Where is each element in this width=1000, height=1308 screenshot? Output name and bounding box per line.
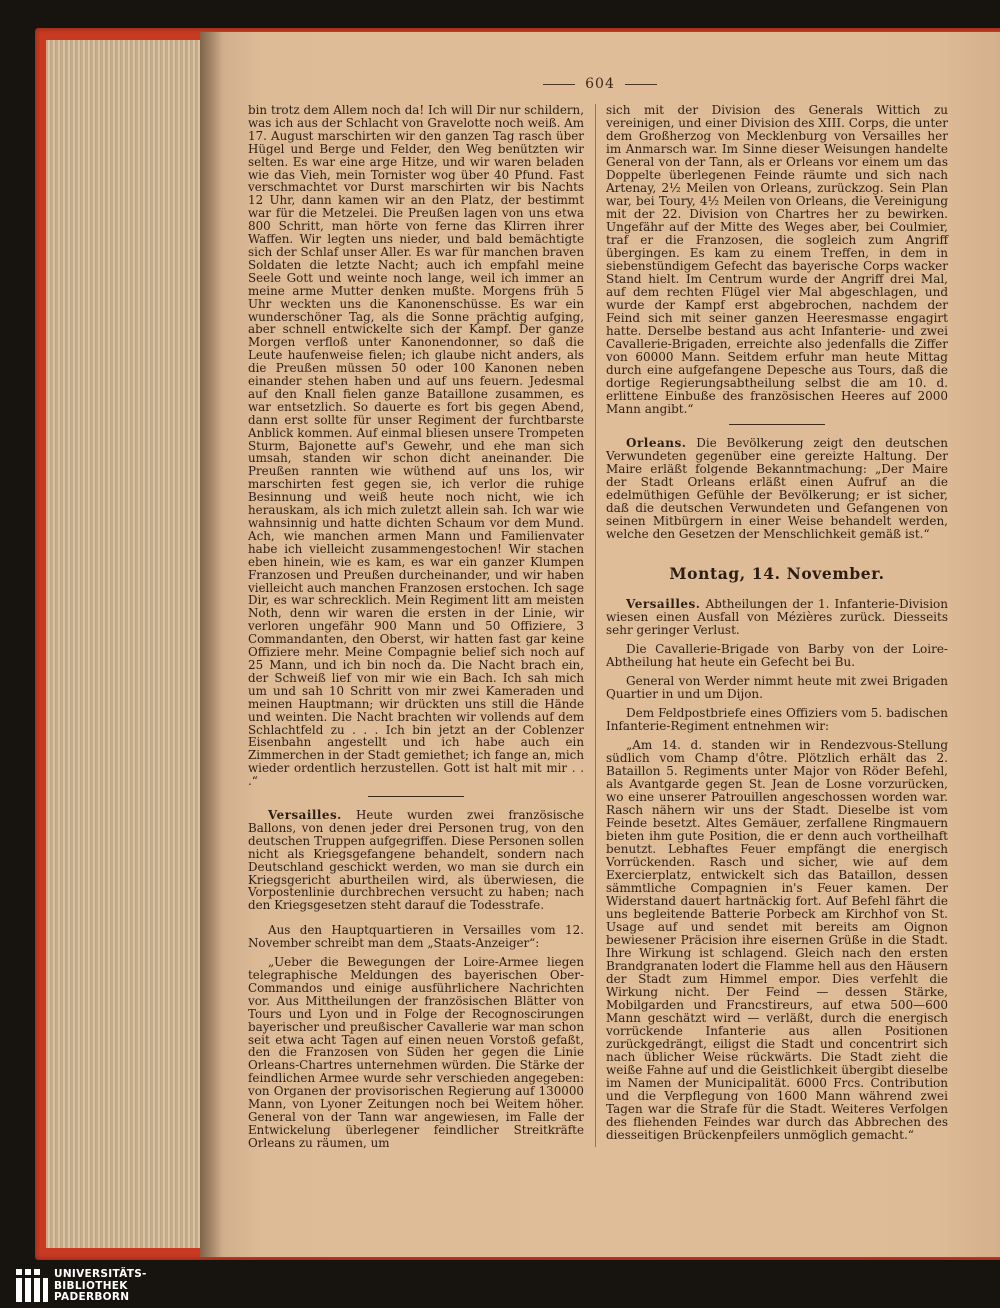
left-column — [248, 104, 584, 1150]
paragraph: Die Cavallerie-Brigade von Barby von der Loire-Abtheilung hat heute ein Gefecht bei Bu. — [606, 642, 948, 669]
stamp-line: BIBLIOTHEK — [54, 1279, 128, 1292]
paragraph: sich mit der Division des Generals Wittich zu vereinigen, und einer Division des XIII. Corps, die unter dem Großherzog von Mecklenburg von Versailles her im Anmarsch war. Im Sinne dieser Weisungen handelte General von der Tann, als er Orleans vor einem um das Doppelte überlegenen Feinde räumte und sich nach Artenay, 2½ Meilen von Orleans, zurückzog. Sein Plan war, bei Toury, 4½ Meilen von Orleans, die Vereinigung mit der 22. Division von Chartres her zu bewirken. Ungefähr auf der Mitte des Weges aber, bei Coulmier, traf er die Franzosen, die sogleich zum Angriff übergingen. Es kam zu einem Treffen, in dem in siebenstündigem Gefecht das bayerische Corps wacker Stand hielt. Im Centrum wurde der Angriff drei Mal, auf dem rechten Flügel vier Mal abgeschlagen, und wurde der Kampf erst abgebrochen, nachdem der Feind sich mit seiner ganzen Heeresmasse engagirt hatte. Derselbe bestand aus acht Infanterie- und zwei Cavallerie-Brigaden, erreichte also jedenfalls die Ziffer von 60000 Mann. Seitdem erfuhr man heute Mittag durch eine aufgefangene Depesche aus Tours, daß die dortige Regierungsabtheilung selbst die am 10. d. erlittene Einbuße des französischen Heeres auf 2000 Mann angibt.“ — [606, 103, 948, 416]
paragraph: Aus den Hauptquartieren in Versailles vom 12. November schreibt man dem „Staats-Anzeiger“: — [248, 923, 584, 951]
dateline-text: Abtheilungen der 1. Infanterie-Division wiesen einen Ausfall von Mézières zurück. Diesseits sehr geringer Verlust. — [606, 597, 948, 637]
page-edges — [46, 40, 206, 1248]
paragraph: General von Werder nimmt heute mit zwei Brigaden Quartier in und um Dijon. — [606, 674, 948, 701]
library-logo-icon — [14, 1268, 50, 1304]
dateline-paragraph — [248, 809, 584, 912]
dateline-place: Versailles. — [268, 808, 342, 823]
letter-text: bin trotz dem Allem noch da! Ich will Dir nur schildern, was ich aus der Schlacht von Gravelotte noch weiß. Am 17. August marschirten wir den ganzen Tag rasch über Hügel und Berge und Felder, den Weg benützten wir selten. Es war eine arge Hitze, und wir waren beladen wie das Vieh, mein Tornister wog über 40 Pfund. Fast verschmachtet vor Durst marschirten wir bis Nachts 12 Uhr, dann kamen wir an den Platz, der bestimmt war für die Metzelei. Die Preußen lagen von uns etwa 800 Schritt, man hörte von ferne das Klirren ihrer Waffen. Wir legten uns nieder, und bald bemächtigte sich der Schlaf unser Aller. Es war für manchen braven Soldaten die letzte Nacht; auch ich empfahl meine Seele Gott und weinte noch lange, weil ich immer an meine arme Mutter denken mußte. Morgens früh 5 Uhr weckten uns die Kanonenschüsse. Es war ein wunderschöner Tag, als die Sonne prächtig aufging, aber schnell entwickelte sich der Kampf. Der ganze Morgen verfloß unter Kanonendonner, so daß die Leute haufenweise fielen; ich glaube nicht anders, als die Preußen müssen 50 oder 100 Kanonen neben einander stehen haben und auf uns feuern. Jedesmal auf den Knall fielen ganze Bataillone zusammen, es war entsetzlich. So dauerte es fort bis gegen Abend, dann erst sollte für unser Regiment der furchtbarste Anblick kommen. Auf einmal bliesen unsere Trompeten Sturm, Bajonette auf's Gewehr, und ehe man sich umsah, standen wir schon dicht aneinander. Die Preußen rannten wie wüthend auf uns los, wir marschirten fest gegen sie, ich verlor die ruhige Besinnung und weiß heute noch nicht, wie ich herauskam, als ich mich zuletzt allein sah. Ich war wie wahnsinnig und hatte dichten Schaum vor dem Mund. Ach, wie manchen armen Mann und Familienvater habe ich vielleicht zusammengestochen! Wir stachen eben hinein, wie es kam, es war ein ganzer Klumpen Franzosen und Preußen durcheinander, und wir haben vielleicht auch manchen Franzosen erstochen. Ich sage Dir, es war schrecklich. Mein Regiment litt am meisten Noth, denn wir waren die ersten in der Linie, wir verloren ungefähr 900 Mann und 50 Offiziere, 3 Commandanten, den Oberst, wir hatten fast gar keine Offiziere mehr. Meine Compagnie belief sich noch auf 25 Mann, und ich bin noch da. Die Nacht brach ein, der Schweiß lief von mir wie ein Bach. Ich sah mich um und sah 10 Schritt von mir zwei Kameraden und meinen Hauptmann; wir drückten uns still die Hände und weinten. Die Nacht brachten wir vollends auf dem Schlachtfeld zu . . . Ich bin jetzt an der Coblenzer Eisenbahn angestellt und ich habe auch ein Zimmerchen in der Stadt gemiethet; ich fange an, mich wieder ordentlich herzustellen. Gott ist halt mit mir . . .“ — [248, 103, 584, 789]
library-stamp-text — [54, 1269, 147, 1304]
dateline-paragraph — [606, 437, 948, 541]
dateline-paragraph — [606, 598, 948, 637]
library-stamp — [10, 1266, 210, 1306]
paragraph: „Am 14. d. standen wir in Rendezvous-Stellung südlich vom Champ d'ôtre. Plötzlich erhält das 2. Bataillon 5. Regiments unter Major von Röder Befehl, als Avantgarde gegen St. Jean de Losne vorzurücken, wo eine unserer Patrouillen angeschossen worden war. Rasch nähern wir uns der Stadt. Dieselbe ist vom Feinde besetzt. Altes Gemäuer, zerfallene Ringmauern bieten ihm gute Position, die er denn auch vortheilhaft benutzt. Lebhaftes Feuer empfängt die energisch Vorrückenden. Rasch und sicher, wie auf dem Exercierplatz, entwickelt sich das Bataillon, dessen sämmtliche Compagnien in's Feuer kamen. Der Widerstand dauert hartnäckig fort. Auf Befehl fährt die uns begleitende Batterie Porbeck am Kirchhof von St. Usage auf und sendet mit bereits am Oignon bewiesener Präcision ihre eisernen Grüße in die Stadt. Ihre Wirkung ist schlagend. Gleich nach den ersten Brandgranaten lodert die Flamme hell aus den Häusern der Stadt zum Himmel empor. Dies verfehlt die Wirkung nicht. Der Feind — dessen Stärke, Mobilgarden und Francstireurs, auf etwa 500—600 Mann geschätzt wird — verläßt, durch die energisch vorrückende Infanterie aus allen Positionen zurückgedrängt, eiligst die Stadt und concentrirt sich nach üblicher Weise rückwärts. Die Stadt zieht die weiße Fahne auf und die Geistlichkeit übergibt dieselbe im Namen der Municipalität. 6000 Frcs. Contribution und die Verpflegung von 1600 Mann während zwei Tagen war die Strafe für die Stadt. Weiteres Verfolgen des fliehenden Feindes war durch das Abbrechen des diesseitigen Brückenpfeilers unmöglich gemacht.“ — [606, 738, 948, 1142]
dateline-text: Heute wurden zwei französische Ballons, von denen jeder drei Personen trug, von den deutschen Truppen aufgegriffen. Diese Personen sollen nicht als Kriegsgefangene behandelt, sondern nach Deutschland geschickt werden, wo man sie durch ein Kriegsgericht aburtheilen wird, als überwiesen, die Vorpostenlinie durchbrechen versucht zu haben; nach den Kriegsgesetzen steht darauf die Todesstrafe. — [248, 808, 584, 913]
paragraph: „Ueber die Bewegungen der Loire-Armee liegen telegraphische Meldungen des bayerischen Ober-Commandos und einige ausführlichere Nachrichten vor. Aus Mittheilungen der französischen Blätter von Tours und Lyon und in Folge der Recognoscirungen bayerischer und preußischer Cavallerie war man schon seit etwa acht Tagen auf einen neuen Vorstoß gefaßt, den die Franzosen von Süden her gegen die Linie Orleans-Chartres unternehmen würden. Die Stärke der feindlichen Armee wurde sehr verschieden angegeben: von Organen der provisorischen Regierung auf 130000 Mann, von Lyoner Zeitungen noch bei Weitem höher. General von der Tann war angewiesen, im Falle der Entwickelung überlegener feindlicher Streitkräfte Orleans zu räumen, um — [248, 955, 584, 1150]
stamp-line: PADERBORN — [54, 1291, 130, 1303]
section-rule — [729, 424, 825, 425]
section-rule — [368, 796, 464, 797]
column-divider — [595, 104, 596, 1147]
right-column — [606, 104, 948, 1142]
paragraph: Dem Feldpostbriefe eines Offiziers vom 5. badischen Infanterie-Regiment entnehmen wir: — [606, 706, 948, 733]
page-gutter-shadow — [200, 32, 222, 1257]
date-heading: Montag, 14. November. — [669, 564, 885, 583]
dateline-place: Versailles. — [626, 597, 701, 611]
page-number: 604 — [500, 76, 700, 92]
dateline-text: Die Bevölkerung zeigt den deutschen Verwundeten gegenüber eine gereizte Haltung. Der Maire erläßt folgende Bekanntmachung: „Der Maire der Stadt Orleans erläßt einen Aufruf an die edelmüthigen Gefühle der Bevölkerung; er ist sicher, daß die deutschen Verwundeten und Gefangenen von seinen Mitbürgern in einer Weise behandelt werden, welche den Gesetzen der Menschlichkeit gemäß ist.“ — [606, 436, 948, 541]
stamp-line: UNIVERSITÄTS- — [54, 1268, 147, 1280]
dateline-place: Orleans. — [626, 436, 687, 450]
